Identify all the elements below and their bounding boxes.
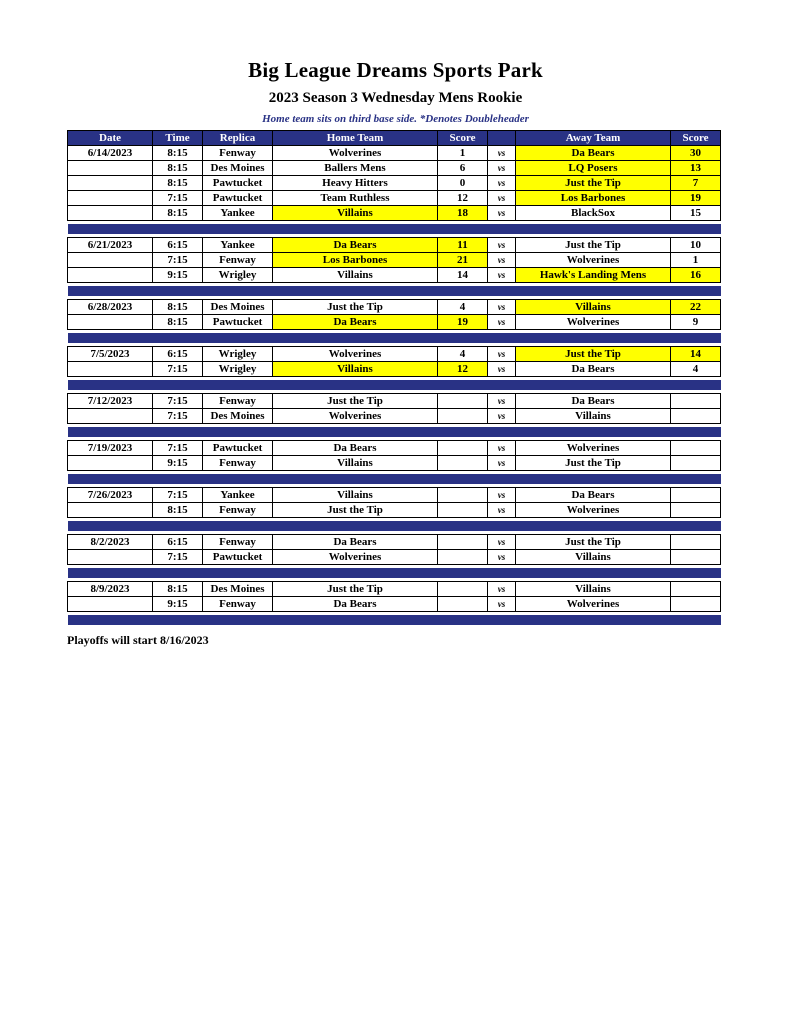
vs-cell: vs	[488, 456, 516, 471]
vs-cell: vs	[488, 315, 516, 330]
away-score-cell: 7	[671, 176, 721, 191]
time-cell: 6:15	[153, 535, 203, 550]
home-score-cell	[438, 597, 488, 612]
game-row	[68, 503, 721, 518]
playoffs-note: Playoffs will start 8/16/2023	[67, 633, 209, 647]
replica-cell: Yankee	[203, 488, 273, 503]
away-team-cell: Wolverines	[516, 253, 671, 268]
away-score-cell	[671, 550, 721, 565]
time-cell: 7:15	[153, 409, 203, 424]
vs-cell: vs	[488, 347, 516, 362]
replica-cell: Fenway	[203, 253, 273, 268]
home-team-cell: Wolverines	[273, 550, 438, 565]
home-score-cell	[438, 394, 488, 409]
away-score-cell: 13	[671, 161, 721, 176]
away-score-cell	[671, 394, 721, 409]
vs-cell: vs	[488, 191, 516, 206]
week-separator	[68, 427, 721, 437]
vs-cell: vs	[488, 268, 516, 283]
vs-cell: vs	[488, 394, 516, 409]
away-score-cell: 15	[671, 206, 721, 221]
column-header: Score	[438, 131, 488, 146]
home-score-cell: 4	[438, 300, 488, 315]
home-team-cell: Ballers Mens	[273, 161, 438, 176]
vs-cell: vs	[488, 161, 516, 176]
home-team-cell: Team Ruthless	[273, 191, 438, 206]
vs-cell: vs	[488, 362, 516, 377]
home-score-cell: 11	[438, 238, 488, 253]
date-cell: 7/12/2023	[68, 394, 153, 409]
away-team-cell: Just the Tip	[516, 347, 671, 362]
game-row	[68, 347, 721, 362]
replica-cell: Pawtucket	[203, 191, 273, 206]
home-team-cell: Wolverines	[273, 146, 438, 161]
date-cell: 7/19/2023	[68, 441, 153, 456]
time-cell: 8:15	[153, 176, 203, 191]
game-row	[68, 300, 721, 315]
away-team-cell: Villains	[516, 300, 671, 315]
home-team-cell: Da Bears	[273, 535, 438, 550]
week-separator	[68, 521, 721, 531]
game-row	[68, 394, 721, 409]
home-score-cell: 1	[438, 146, 488, 161]
date-cell	[68, 456, 153, 471]
game-row	[68, 146, 721, 161]
home-score-cell	[438, 582, 488, 597]
home-score-cell: 4	[438, 347, 488, 362]
column-header: Time	[153, 131, 203, 146]
away-score-cell: 4	[671, 362, 721, 377]
home-team-cell: Just the Tip	[273, 582, 438, 597]
column-header: Away Team	[516, 131, 671, 146]
away-team-cell: Da Bears	[516, 146, 671, 161]
away-score-cell: 19	[671, 191, 721, 206]
away-team-cell: Los Barbones	[516, 191, 671, 206]
home-team-cell: Villains	[273, 488, 438, 503]
date-cell: 6/14/2023	[68, 146, 153, 161]
week-separator	[68, 474, 721, 484]
away-team-cell: Da Bears	[516, 394, 671, 409]
column-header	[488, 131, 516, 146]
vs-cell: vs	[488, 441, 516, 456]
vs-cell: vs	[488, 253, 516, 268]
week-separator	[68, 286, 721, 296]
away-team-cell: LQ Posers	[516, 161, 671, 176]
time-cell: 7:15	[153, 362, 203, 377]
header-row	[68, 131, 721, 146]
time-cell: 7:15	[153, 253, 203, 268]
away-score-cell: 10	[671, 238, 721, 253]
away-team-cell: Da Bears	[516, 362, 671, 377]
date-cell	[68, 191, 153, 206]
home-team-cell: Villains	[273, 456, 438, 471]
away-score-cell	[671, 582, 721, 597]
home-score-cell	[438, 488, 488, 503]
away-score-cell: 1	[671, 253, 721, 268]
away-score-cell: 30	[671, 146, 721, 161]
schedule-table	[67, 130, 721, 628]
away-team-cell: Hawk's Landing Mens	[516, 268, 671, 283]
home-team-cell: Da Bears	[273, 238, 438, 253]
vs-cell: vs	[488, 176, 516, 191]
replica-cell: Des Moines	[203, 300, 273, 315]
away-team-cell: Da Bears	[516, 488, 671, 503]
date-cell	[68, 268, 153, 283]
replica-cell: Fenway	[203, 535, 273, 550]
date-cell	[68, 315, 153, 330]
home-team-cell: Da Bears	[273, 597, 438, 612]
replica-cell: Fenway	[203, 503, 273, 518]
time-cell: 8:15	[153, 582, 203, 597]
vs-cell: vs	[488, 238, 516, 253]
replica-cell: Des Moines	[203, 409, 273, 424]
time-cell: 9:15	[153, 456, 203, 471]
replica-cell: Yankee	[203, 206, 273, 221]
game-row	[68, 238, 721, 253]
replica-cell: Pawtucket	[203, 315, 273, 330]
home-score-cell	[438, 503, 488, 518]
away-score-cell	[671, 597, 721, 612]
away-score-cell: 14	[671, 347, 721, 362]
home-team-cell: Villains	[273, 362, 438, 377]
replica-cell: Fenway	[203, 146, 273, 161]
vs-cell: vs	[488, 597, 516, 612]
date-cell	[68, 161, 153, 176]
date-cell	[68, 206, 153, 221]
game-row	[68, 362, 721, 377]
game-row	[68, 191, 721, 206]
date-cell	[68, 503, 153, 518]
game-row	[68, 597, 721, 612]
home-team-cell: Villains	[273, 268, 438, 283]
home-team-cell: Wolverines	[273, 409, 438, 424]
game-row	[68, 253, 721, 268]
week-separator	[68, 568, 721, 578]
replica-cell: Pawtucket	[203, 550, 273, 565]
column-header: Replica	[203, 131, 273, 146]
home-team-cell: Los Barbones	[273, 253, 438, 268]
time-cell: 8:15	[153, 161, 203, 176]
time-cell: 7:15	[153, 550, 203, 565]
vs-cell: vs	[488, 300, 516, 315]
replica-cell: Pawtucket	[203, 441, 273, 456]
date-cell	[68, 597, 153, 612]
time-cell: 7:15	[153, 191, 203, 206]
home-score-cell	[438, 409, 488, 424]
home-score-cell	[438, 456, 488, 471]
home-score-cell: 14	[438, 268, 488, 283]
replica-cell: Pawtucket	[203, 176, 273, 191]
game-row	[68, 441, 721, 456]
home-score-cell: 19	[438, 315, 488, 330]
date-cell: 7/5/2023	[68, 347, 153, 362]
game-row	[68, 315, 721, 330]
time-cell: 7:15	[153, 394, 203, 409]
time-cell: 6:15	[153, 347, 203, 362]
week-separator	[68, 333, 721, 343]
home-score-cell: 18	[438, 206, 488, 221]
date-cell: 8/2/2023	[68, 535, 153, 550]
away-team-cell: Just the Tip	[516, 176, 671, 191]
home-team-cell: Wolverines	[273, 347, 438, 362]
date-cell	[68, 550, 153, 565]
game-row	[68, 409, 721, 424]
replica-cell: Fenway	[203, 394, 273, 409]
column-header: Date	[68, 131, 153, 146]
home-team-cell: Heavy Hitters	[273, 176, 438, 191]
game-row	[68, 535, 721, 550]
away-score-cell	[671, 488, 721, 503]
game-row	[68, 206, 721, 221]
game-row	[68, 176, 721, 191]
away-team-cell: Villains	[516, 409, 671, 424]
vs-cell: vs	[488, 488, 516, 503]
vs-cell: vs	[488, 409, 516, 424]
time-cell: 6:15	[153, 238, 203, 253]
column-header: Score	[671, 131, 721, 146]
vs-cell: vs	[488, 503, 516, 518]
replica-cell: Yankee	[203, 238, 273, 253]
game-row	[68, 582, 721, 597]
game-row	[68, 161, 721, 176]
date-cell: 6/21/2023	[68, 238, 153, 253]
home-team-cell: Da Bears	[273, 441, 438, 456]
home-team-cell: Just the Tip	[273, 503, 438, 518]
away-score-cell	[671, 441, 721, 456]
time-cell: 8:15	[153, 300, 203, 315]
page-subtitle: 2023 Season 3 Wednesday Mens Rookie	[268, 90, 523, 106]
away-score-cell: 9	[671, 315, 721, 330]
week-separator	[68, 380, 721, 390]
home-score-cell	[438, 441, 488, 456]
away-score-cell	[671, 456, 721, 471]
time-cell: 7:15	[153, 488, 203, 503]
away-team-cell: Villains	[516, 550, 671, 565]
home-team-cell: Da Bears	[273, 315, 438, 330]
vs-cell: vs	[488, 535, 516, 550]
home-score-cell	[438, 535, 488, 550]
game-row	[68, 456, 721, 471]
week-separator	[68, 224, 721, 234]
time-cell: 8:15	[153, 206, 203, 221]
away-team-cell: Wolverines	[516, 441, 671, 456]
replica-cell: Fenway	[203, 597, 273, 612]
date-cell: 7/26/2023	[68, 488, 153, 503]
replica-cell: Fenway	[203, 456, 273, 471]
away-team-cell: Just the Tip	[516, 238, 671, 253]
date-cell: 8/9/2023	[68, 582, 153, 597]
date-cell	[68, 409, 153, 424]
time-cell: 9:15	[153, 268, 203, 283]
time-cell: 8:15	[153, 315, 203, 330]
home-team-cell: Just the Tip	[273, 300, 438, 315]
away-score-cell	[671, 535, 721, 550]
home-score-cell: 6	[438, 161, 488, 176]
replica-cell: Des Moines	[203, 161, 273, 176]
date-cell	[68, 253, 153, 268]
replica-cell: Wrigley	[203, 347, 273, 362]
vs-cell: vs	[488, 146, 516, 161]
time-cell: 8:15	[153, 503, 203, 518]
away-team-cell: Wolverines	[516, 503, 671, 518]
away-team-cell: Villains	[516, 582, 671, 597]
home-team-note: Home team sits on third base side. *Denotes Doubleheader	[262, 113, 529, 125]
away-team-cell: Wolverines	[516, 597, 671, 612]
replica-cell: Wrigley	[203, 362, 273, 377]
home-score-cell: 21	[438, 253, 488, 268]
away-team-cell: Just the Tip	[516, 535, 671, 550]
home-score-cell: 12	[438, 191, 488, 206]
time-cell: 9:15	[153, 597, 203, 612]
row-gap	[68, 625, 721, 628]
home-score-cell: 12	[438, 362, 488, 377]
page-title: Big League Dreams Sports Park	[248, 58, 543, 82]
game-row	[68, 550, 721, 565]
time-cell: 8:15	[153, 146, 203, 161]
date-cell	[68, 176, 153, 191]
home-team-cell: Just the Tip	[273, 394, 438, 409]
away-score-cell	[671, 503, 721, 518]
home-team-cell: Villains	[273, 206, 438, 221]
home-score-cell: 0	[438, 176, 488, 191]
replica-cell: Des Moines	[203, 582, 273, 597]
away-team-cell: BlackSox	[516, 206, 671, 221]
away-score-cell: 16	[671, 268, 721, 283]
vs-cell: vs	[488, 206, 516, 221]
game-row	[68, 268, 721, 283]
away-score-cell	[671, 409, 721, 424]
vs-cell: vs	[488, 550, 516, 565]
vs-cell: vs	[488, 582, 516, 597]
date-cell	[68, 362, 153, 377]
time-cell: 7:15	[153, 441, 203, 456]
away-team-cell: Just the Tip	[516, 456, 671, 471]
column-header: Home Team	[273, 131, 438, 146]
replica-cell: Wrigley	[203, 268, 273, 283]
game-row	[68, 488, 721, 503]
home-score-cell	[438, 550, 488, 565]
date-cell: 6/28/2023	[68, 300, 153, 315]
week-separator	[68, 615, 721, 625]
away-score-cell: 22	[671, 300, 721, 315]
away-team-cell: Wolverines	[516, 315, 671, 330]
